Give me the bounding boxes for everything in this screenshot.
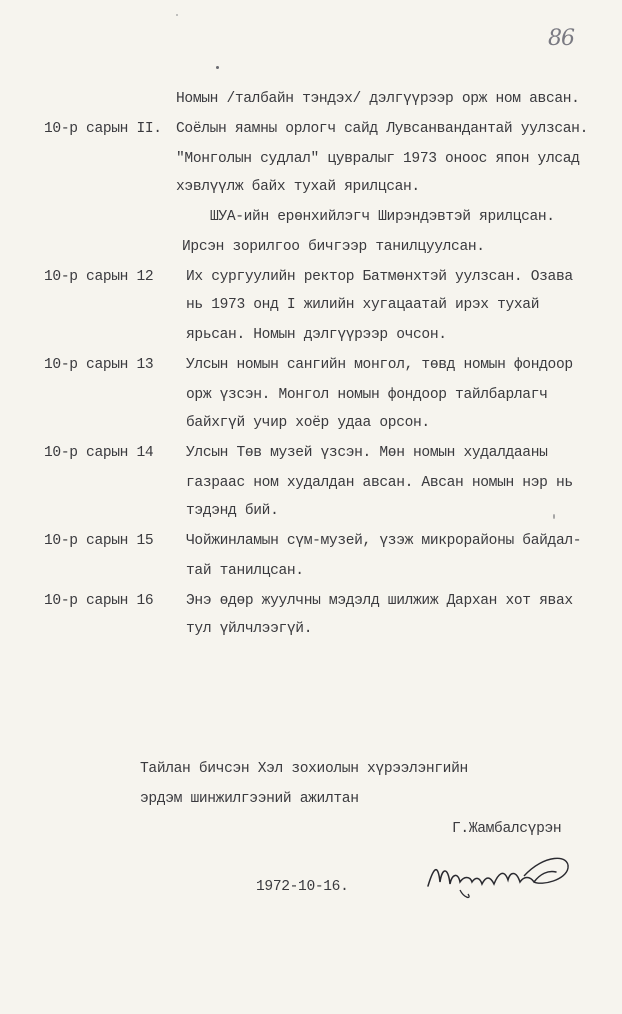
entry-date: 10-р сарын 16 [44, 593, 154, 609]
ink-speck [553, 514, 555, 519]
entry-line: "Монголын судлал" цувралыг 1973 оноос япон улсад [176, 151, 580, 167]
page-number: 86 [548, 26, 574, 51]
entry-line: тул үйлчлээгүй. [186, 621, 313, 637]
author-position-line: эрдэм шинжилгээний ажилтан [140, 791, 359, 807]
entry-line: Соёлын яамны орлогч сайд Лувсанвандантай уулзсан. [176, 121, 588, 137]
entry-line: ярьсан. Номын дэлгүүрээр очсон. [186, 327, 447, 343]
entry-date: 10-р сарын 12 [44, 269, 154, 285]
entry-line: тай танилцсан. [186, 563, 304, 579]
ink-speck [216, 66, 219, 69]
entry-line: Энэ өдөр жуулчны мэдэлд шилжиж Дархан хот явах [186, 593, 573, 609]
entry-line: орж үзсэн. Монгол номын фондоор тайлбарлагч [186, 387, 548, 403]
entry-line: ШУА-ийн ерөнхийлэгч Ширэндэвтэй ярилцсан. [210, 209, 555, 225]
entry-line: Их сургуулийн ректор Батмөнхтэй уулзсан. Озава [186, 269, 573, 285]
entry-line: газраас ном худалдан авсан. Авсан номын нэр нь [186, 475, 573, 491]
entry-date: 10-р сарын 14 [44, 445, 154, 461]
report-date: 1972-10-16. [256, 879, 349, 895]
entry-line: Номын /талбайн тэндэх/ дэлгүүрээр орж ном авсан. [176, 91, 580, 107]
entry-line: Улсын номын сангийн монгол, төвд номын фондоор [186, 357, 573, 373]
entry-date: 10-р сарын II. [44, 121, 162, 137]
entry-line: Ирсэн зорилгоо бичгээр танилцуулсан. [182, 239, 485, 255]
author-position-line: Тайлан бичсэн Хэл зохиолын хүрээлэнгийн [140, 761, 468, 777]
entry-line: хэвлүүлж байх тухай ярилцсан. [176, 179, 420, 195]
entry-line: нь 1973 онд I жилийн хугацаатай ирэх тухай [186, 297, 540, 313]
author-name: Г.Жамбалсүрэн [452, 821, 562, 837]
entry-line: Улсын Төв музей үзсэн. Мөн номын худалдааны [186, 445, 548, 461]
entry-date: 10-р сарын 15 [44, 533, 154, 549]
entry-line: Чойжинламын сүм-музей, үзэж микрорайоны байдал- [186, 533, 582, 549]
handwritten-signature [424, 846, 574, 906]
entry-date: 10-р сарын 13 [44, 357, 154, 373]
ink-speck [176, 14, 178, 16]
entry-line: тэдэнд бий. [186, 503, 279, 519]
entry-line: байхгүй учир хоёр удаа орсон. [186, 415, 430, 431]
